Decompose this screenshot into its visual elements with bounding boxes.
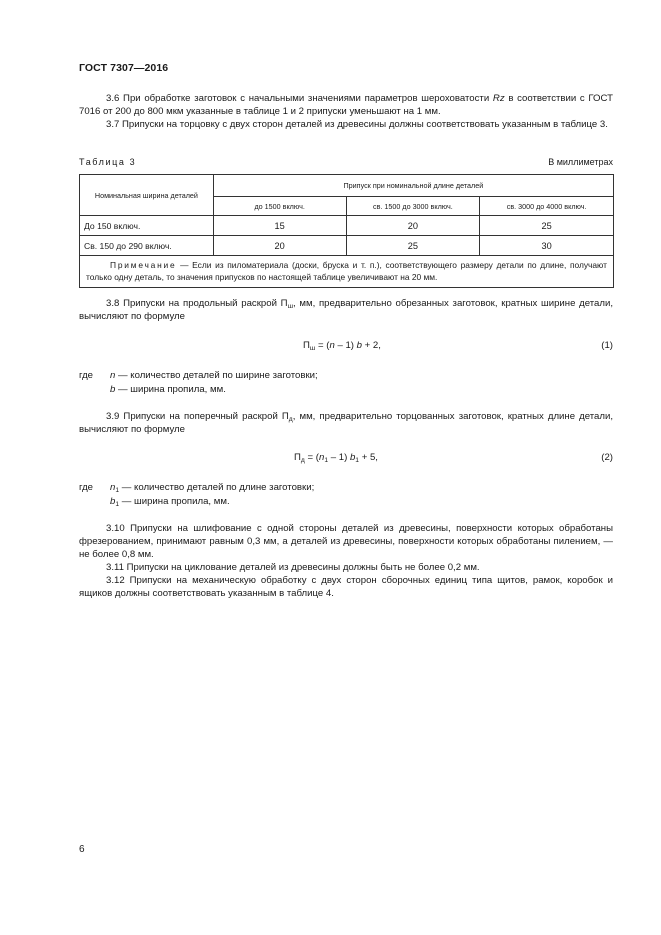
subscript: 1 bbox=[115, 501, 120, 508]
document-header: ГОСТ 7307—2016 bbox=[79, 62, 169, 74]
paragraph-3-8-text-b: , мм, предварительно обрезанных заготовок, кратных ширине детали, вычисляют по формуле bbox=[79, 298, 613, 322]
subscript: ш bbox=[309, 345, 316, 352]
table-3 bbox=[79, 174, 614, 288]
section-3-6-3-7 bbox=[79, 92, 613, 131]
subscript: 1 bbox=[355, 457, 360, 464]
where-line bbox=[79, 369, 318, 383]
symbol: n bbox=[110, 370, 116, 381]
row-label: До 150 включ. bbox=[80, 216, 214, 236]
symbol: П bbox=[303, 340, 310, 351]
formula-2-number: (2) bbox=[601, 452, 613, 463]
subscript: 1 bbox=[115, 487, 120, 494]
note-text: — Если из пиломатериала (доски, бруска и т. п.), соответствующего размеру детали по длине, получают только одну деталь, то значения припусков по настоящей таблице увеличивают на 20 мм. bbox=[86, 260, 607, 282]
section-3-10-3-12 bbox=[79, 522, 613, 600]
table-3-title: Таблица 3 bbox=[79, 157, 137, 167]
formula-1-expression bbox=[303, 340, 381, 351]
table-3-units: В миллиметрах bbox=[548, 157, 613, 167]
subheader-length-1: до 1500 включ. bbox=[213, 197, 346, 216]
symbol: b bbox=[349, 452, 356, 463]
operator: – 1) bbox=[328, 452, 350, 463]
subscript: д bbox=[288, 416, 293, 423]
symbol: n bbox=[318, 452, 325, 463]
where-line bbox=[79, 383, 318, 397]
where-block-2 bbox=[79, 481, 314, 509]
symbol: n bbox=[329, 340, 335, 351]
subscript: ш bbox=[287, 303, 293, 310]
subscript: 1 bbox=[324, 457, 329, 464]
formula-1-number: (1) bbox=[601, 340, 613, 351]
where-word: где bbox=[79, 482, 94, 493]
rz-symbol: Rz bbox=[492, 93, 505, 104]
operator: = ( bbox=[315, 340, 330, 351]
page-number: 6 bbox=[79, 844, 85, 855]
paragraph-3-8-text-a: 3.8 Припуски на продольный раскрой П bbox=[106, 298, 288, 309]
definition: — количество деталей по длине заготовки; bbox=[119, 482, 315, 493]
operator: + 2, bbox=[362, 340, 381, 351]
section-3-8 bbox=[79, 297, 613, 323]
operator: – 1) bbox=[334, 340, 357, 351]
formula-2-expression bbox=[294, 452, 378, 463]
paragraph-3-6-text-a: 3.6 При обработке заготовок с начальными значениями параметров шероховатости bbox=[106, 93, 493, 104]
symbol: П bbox=[294, 452, 301, 463]
subheader-length-2: св. 1500 до 3000 включ. bbox=[346, 197, 480, 216]
row-label: Св. 150 до 290 включ. bbox=[80, 236, 214, 256]
paragraph-3-8 bbox=[79, 297, 613, 323]
paragraph-3-6-text-c: в соответствии с ГОСТ 7016 от 200 до 800 мкм указанные в таблице 1 и 2 припуски уменьшают на 1 мм. bbox=[79, 93, 613, 117]
operator: = ( bbox=[304, 452, 319, 463]
where-word: где bbox=[79, 370, 94, 381]
subscript: д bbox=[300, 457, 305, 464]
operator: + 5, bbox=[359, 452, 378, 463]
header-allowance-group: Припуск при номинальной длине деталей bbox=[213, 175, 613, 197]
paragraph-3-11: 3.11 Припуски на циклование деталей из древесины должны быть не более 0,2 мм. bbox=[106, 562, 480, 573]
paragraph-3-6 bbox=[79, 92, 613, 118]
symbol: b bbox=[110, 384, 116, 395]
paragraph-3-9 bbox=[79, 410, 613, 436]
header-nominal-width: Номинальная ширина деталей bbox=[80, 175, 214, 216]
where-line bbox=[79, 495, 314, 509]
table-note-row bbox=[80, 256, 614, 288]
table-note bbox=[80, 256, 614, 288]
paragraph-3-10: 3.10 Припуски на шлифование с одной стороны деталей из древесины, поверхности которых обработаны фрезерованием, принимают равным 0,3 мм, а деталей из древесины, поверхности которых обработаны пилением, — не более 0,8 мм. bbox=[79, 523, 613, 560]
cell-value: 20 bbox=[346, 216, 480, 236]
definition: — ширина пропила, мм. bbox=[119, 496, 230, 507]
note-heading: Примечание bbox=[110, 260, 177, 270]
symbol: n bbox=[110, 482, 116, 493]
paragraph-3-12: 3.12 Припуски на механическую обработку с двух сторон сборочных единиц типа щитов, рамок, коробок и ящиков должны соответствовать указанным в таблице 4. bbox=[79, 575, 613, 599]
definition: — ширина пропила, мм. bbox=[115, 384, 226, 395]
paragraph-3-9-text-b: , мм, предварительно торцованных заготовок, кратных длине детали, вычисляют по формуле bbox=[79, 411, 613, 435]
definition: — количество деталей по ширине заготовки; bbox=[115, 370, 318, 381]
where-line bbox=[79, 481, 314, 495]
where-block-1 bbox=[79, 369, 318, 397]
symbol: b bbox=[356, 340, 362, 351]
symbol: b bbox=[110, 496, 116, 507]
table-row bbox=[80, 236, 614, 256]
cell-value: 25 bbox=[346, 236, 480, 256]
cell-value: 15 bbox=[213, 216, 346, 236]
cell-value: 25 bbox=[480, 216, 614, 236]
subheader-length-3: св. 3000 до 4000 включ. bbox=[480, 197, 614, 216]
table-3-caption bbox=[79, 157, 613, 167]
section-3-9 bbox=[79, 410, 613, 436]
paragraph-3-9-text-a: 3.9 Припуски на поперечный раскрой П bbox=[106, 411, 289, 422]
paragraph-3-7: 3.7 Припуски на торцовку с двух сторон деталей из древесины должны соответствовать указанным в таблице 3. bbox=[106, 119, 608, 130]
cell-value: 20 bbox=[213, 236, 346, 256]
cell-value: 30 bbox=[480, 236, 614, 256]
table-row bbox=[80, 216, 614, 236]
